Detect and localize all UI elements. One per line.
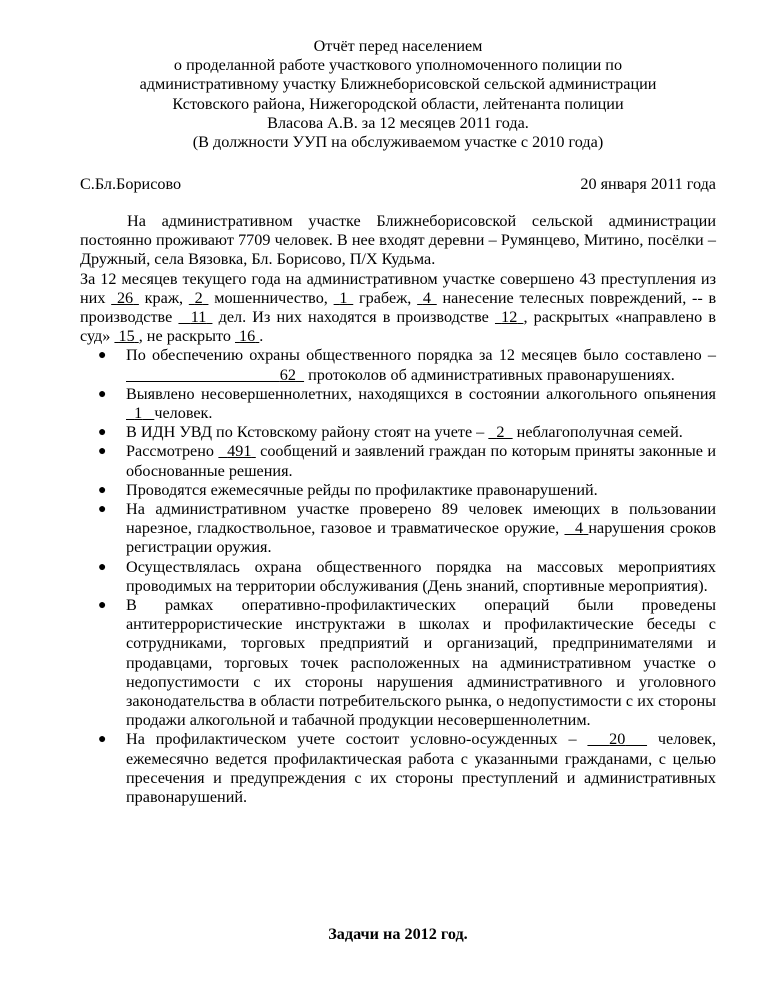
in-progress-count: 11 — [190, 308, 207, 327]
list-item: ● Осуществлялась охрана общественного порядка на массовых мероприятиях проводимых на территории обслуживания (День знаний, спортивные мероприятия). — [98, 557, 716, 595]
protocols-count: 62 — [279, 365, 296, 384]
crimes-text: мошенничество, — [214, 288, 328, 307]
weapon-violations-count: 4 — [575, 519, 584, 538]
intro-paragraph: На административном участке Ближнеборисовской сельской администрации постоянно проживают 7709 человек. В нее входят деревни – Румянцево, Митино, посёлки – Дружный, села Вязовка, Бл. Борисово, П/Х Кудьма. — [80, 212, 716, 269]
crimes-text: дел. Из них находятся в производстве — [218, 308, 489, 327]
thefts-count: 26 — [116, 288, 134, 307]
tasks-heading: Задачи на 2012 год. — [328, 925, 468, 943]
list-item: ● Выявлено несовершеннолетних, находящихся в состоянии алкогольного опьянения 1 человек. — [98, 384, 716, 423]
bullet-icon: ● — [98, 502, 107, 518]
bullet-icon: ● — [98, 348, 107, 364]
list-item: ● В рамках оперативно-профилактических операций были проведены антитеррористические инструктажи в школах и профилактические беседы с сотрудниками, торговых предприятий и организаций, предпринимателями и продавцами, торговых точек расположенных на административном участке о недопустимости с их стороны нарушения административного и уголовного законодательства в области потребительского рынка, о недопустимости с их стороны продажи алкогольной и табачной продукции несовершеннолетним. — [98, 596, 716, 730]
title-line: Кстовского района, Нижегородской области, лейтенанта полиции — [172, 94, 624, 113]
in-production-count: 12 — [501, 308, 518, 327]
list-item: ● На административном участке проверено 89 человек имеющих в пользовании нарезное, гладкоствольное, газовое и травматическое оружие, 4 нарушения сроков регистрации оружия. — [98, 500, 717, 557]
crimes-text: За 12 месяцев текущего года на административном участке совершено 43 преступления из них — [80, 269, 716, 307]
title-line: (В должности УУП на обслуживаемом участке с 2010 года) — [192, 133, 604, 152]
injuries-count: 4 — [422, 288, 431, 307]
list-item: ● Рассмотрено 491 сообщений и заявлений граждан по которым приняты законные и обоснованные решения. — [98, 442, 717, 480]
crimes-text: грабеж, — [359, 288, 412, 307]
bullet-icon: ● — [98, 444, 107, 460]
title-line: Отчёт перед населением — [313, 37, 483, 55]
title-line: административному участку Ближнеборисовской сельской администрации — [139, 75, 657, 94]
bullet-icon: ● — [98, 559, 107, 575]
bullet-list — [80, 346, 716, 807]
list-item: ● Проводятся ежемесячные рейды по профилактике правонарушений. — [98, 480, 598, 499]
minors-count: 1 — [134, 404, 143, 423]
bullet-icon: ● — [98, 732, 107, 748]
place: С.Бл.Борисово — [80, 175, 182, 193]
list-item: ● В ИДН УВД по Кстовскому району стоят на учете – 2 неблагополучная семей. — [98, 423, 683, 442]
families-count: 2 — [496, 423, 505, 442]
bullet-icon: ● — [98, 598, 107, 614]
robbery-count: 1 — [339, 288, 348, 307]
title-line: о проделанной работе участкового уполномоченного полиции по — [173, 56, 623, 75]
unsolved-count: 16 — [239, 327, 256, 346]
reports-count: 491 — [227, 442, 252, 461]
crimes-text: , не раскрыто — [138, 327, 231, 346]
crimes-text: нанесение телесных повреждений, -- в производстве — [80, 288, 717, 327]
date: 20 января 2011 года — [580, 175, 716, 193]
crimes-text: краж, — [144, 288, 184, 307]
probation-count: 20 — [609, 730, 626, 749]
bullet-icon: ● — [98, 386, 107, 402]
crimes-text: . — [259, 327, 264, 346]
report-title — [80, 37, 716, 152]
fraud-count: 2 — [194, 288, 203, 307]
bullet-icon: ● — [98, 482, 107, 498]
title-line: Власова А.В. за 12 месяцев 2011 года. — [267, 113, 529, 132]
bullet-icon: ● — [98, 425, 107, 441]
list-item: ● На профилактическом учете состоит условно-осужденных – 20 человек, ежемесячно ведется профилактическая работа с указанными гражданами, с целью пресечения и предупреждения с их стороны преступлений и административных правонарушений. — [98, 730, 717, 807]
to-court-count: 15 — [118, 327, 135, 346]
list-item: ● По обеспечению охраны общественного порядка за 12 месяцев было составлено – 62 протоколов об административных правонарушениях. — [98, 346, 716, 384]
crimes-text: , раскрытых «направлено в суд» — [80, 308, 717, 346]
report-body — [80, 212, 716, 807]
crimes-paragraph — [80, 270, 716, 347]
